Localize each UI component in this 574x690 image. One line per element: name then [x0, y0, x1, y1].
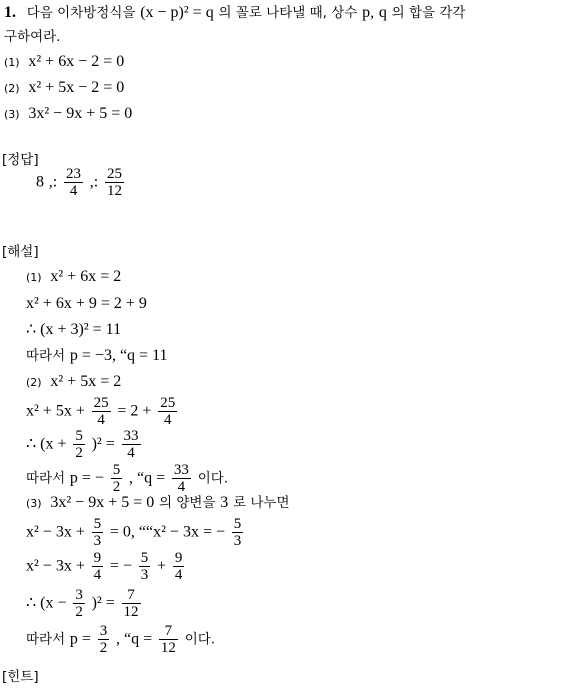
problem-item-3 [4, 104, 132, 124]
fraction [122, 587, 141, 620]
sol3-eq: )² = [91, 594, 115, 612]
numerator: 5 [233, 516, 242, 532]
sol3-line-3 [26, 550, 186, 583]
numerator: 7 [122, 587, 141, 604]
sol3-eq: = − [109, 557, 132, 575]
denominator: 12 [107, 183, 123, 199]
sol2-eq: x² + 5x = 2 [50, 373, 122, 390]
fraction [92, 516, 104, 549]
sol3-eq: , “q = [116, 630, 153, 648]
sol2-eq: , “q = [129, 469, 166, 487]
item-label: (3) [4, 108, 20, 121]
sol2-line-1 [26, 372, 121, 392]
sol2-eq: x² + 5x + [26, 402, 85, 420]
denominator: 3 [93, 533, 102, 549]
sol3-line-4 [26, 587, 143, 620]
sol3-text: 의 양변을 [159, 495, 216, 511]
sol1-label: (1) [26, 271, 42, 284]
sol2-eq: = 2 + [117, 402, 152, 420]
sol1-eq: x² + 6x + 9 = 2 + 9 [26, 295, 147, 312]
denominator: 2 [75, 445, 83, 461]
sol3-eq: = 0, ““x² − 3x = − [109, 523, 225, 541]
answer-2-fraction [64, 166, 83, 199]
sol3-eq: x² − 3x + [26, 557, 85, 575]
sol3-line-1 [26, 493, 290, 513]
problem-item-1 [4, 52, 124, 72]
sol3-text: 로 나누면 [233, 495, 290, 511]
fraction [172, 462, 191, 495]
answer-3-fraction [105, 166, 124, 199]
sol2-eq: ∴ (x + [26, 435, 67, 453]
numerator: 5 [75, 428, 83, 444]
fraction [111, 462, 123, 495]
sol1-eq: ∴ (x + 3)² = 11 [26, 321, 122, 338]
item-label: (1) [4, 56, 20, 69]
sol1-line-3 [26, 320, 121, 339]
denominator: 4 [69, 183, 78, 199]
fraction [98, 623, 110, 656]
fraction [158, 395, 177, 428]
denominator: 2 [75, 604, 83, 620]
problem-item-2 [4, 78, 124, 98]
numerator: 25 [93, 395, 109, 411]
sol1-eq: x² + 6x = 2 [50, 268, 122, 285]
answer-heading [2, 150, 39, 169]
sol2-end: 이다. [197, 470, 229, 487]
sol1-line-1 [26, 267, 121, 287]
numerator: 33 [173, 462, 189, 478]
fraction [92, 550, 104, 583]
denominator: 4 [127, 445, 135, 461]
problem-number: 1. [4, 4, 16, 21]
hint-heading-text: [힌트] [2, 669, 39, 685]
sol1-conclusion: 따라서 [26, 348, 66, 364]
hint-heading [2, 667, 39, 686]
denominator: 2 [99, 640, 108, 656]
fraction [139, 550, 151, 583]
answer-1: 8 [36, 173, 44, 191]
sol3-eq: 3x² − 9x + 5 = 0 [50, 494, 155, 511]
sol2-eq: p = − [69, 469, 104, 487]
numerator: 5 [93, 516, 102, 532]
denominator: 4 [174, 567, 183, 583]
sol1-result: p = −3, “q = 11 [69, 347, 168, 364]
sol3-line-5 [26, 623, 215, 656]
answer-sep-1: ,: [48, 173, 58, 191]
sol3-eq: ∴ (x − [26, 594, 67, 612]
sol2-line-4 [26, 462, 228, 495]
fraction [73, 587, 85, 620]
fraction [122, 428, 141, 461]
denominator: 3 [233, 533, 242, 549]
sol2-eq: )² = [91, 435, 115, 453]
numerator: 5 [140, 550, 149, 566]
numerator: 7 [159, 623, 178, 640]
denominator: 4 [163, 412, 172, 428]
problem-line-2-text: 구하여라. [4, 29, 61, 45]
denominator: 3 [140, 567, 149, 583]
problem-text-c: 의 합을 각각 [391, 5, 466, 21]
sol1-line-4 [26, 346, 167, 365]
problem-p: p, [362, 4, 375, 21]
answer-sep-2: ,: [89, 173, 99, 191]
sol3-eq: x² − 3x + [26, 523, 85, 541]
solution-heading-text: [해설] [2, 244, 39, 260]
item-label: (2) [4, 82, 20, 95]
numerator: 9 [93, 550, 102, 566]
numerator: 25 [160, 395, 176, 411]
answer-heading-text: [정답] [2, 152, 39, 168]
denominator: 4 [97, 412, 105, 428]
denominator: 12 [160, 640, 176, 656]
sol2-label: (2) [26, 376, 42, 389]
problem-statement [4, 3, 465, 22]
sol2-conclusion: 따라서 [26, 470, 66, 487]
fraction [173, 550, 185, 583]
problem-form: (x − p)² = q [140, 4, 214, 21]
fraction [73, 428, 85, 461]
answer-line [36, 166, 126, 199]
sol2-line-3 [26, 428, 143, 461]
denominator: 4 [93, 567, 102, 583]
denominator: 4 [177, 479, 186, 495]
sol3-end: 이다. [184, 631, 216, 648]
sol3-divisor: 3 [220, 494, 229, 511]
denominator: 12 [123, 604, 139, 620]
sol2-line-2 [26, 395, 179, 428]
sol3-label: (3) [26, 497, 42, 510]
numerator: 33 [123, 428, 139, 444]
sol3-line-2 [26, 516, 245, 549]
sol3-eq: p = [69, 630, 91, 648]
sol3-eq: + [157, 557, 167, 575]
item-equation: 3x² − 9x + 5 = 0 [28, 105, 133, 122]
numerator: 9 [174, 550, 183, 566]
numerator: 25 [107, 166, 123, 182]
problem-text-b: 의 꼴로 나타낼 때, 상수 [218, 5, 358, 21]
numerator: 3 [99, 623, 108, 639]
item-equation: x² + 6x − 2 = 0 [28, 53, 125, 70]
numerator: 23 [66, 166, 82, 182]
problem-line-2 [4, 27, 60, 46]
denominator: 2 [112, 479, 121, 495]
item-equation: x² + 5x − 2 = 0 [28, 79, 125, 96]
solution-heading [2, 242, 39, 261]
numerator: 5 [112, 462, 121, 478]
sol3-conclusion: 따라서 [26, 631, 66, 648]
problem-text-a: 다음 이차방정식을 [26, 5, 136, 21]
fraction [232, 516, 244, 549]
fraction [92, 395, 111, 428]
problem-q: q [378, 4, 387, 21]
sol1-line-2 [26, 294, 147, 313]
numerator: 3 [75, 587, 83, 603]
fraction [159, 623, 178, 656]
